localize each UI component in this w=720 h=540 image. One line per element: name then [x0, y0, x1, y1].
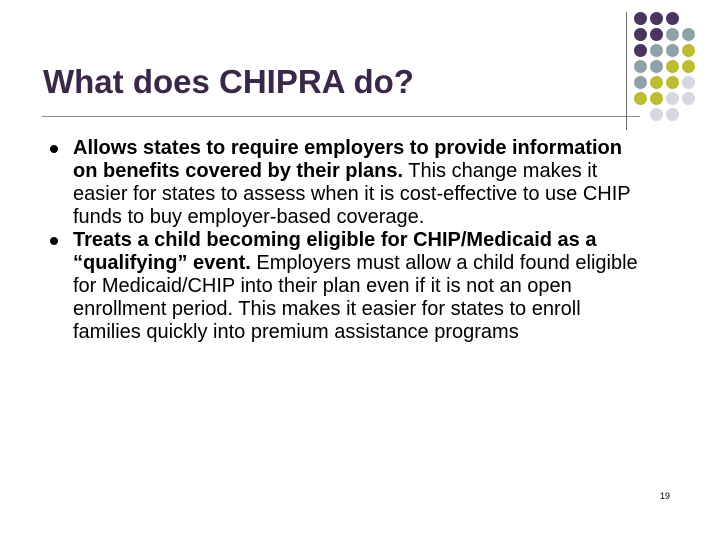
- bullet-dot-icon: [50, 145, 58, 153]
- decorative-dot: [650, 28, 663, 41]
- bullet-item-employer-benefits-info: [50, 137, 650, 229]
- decorative-dot: [634, 108, 647, 121]
- decorative-dot: [682, 44, 695, 57]
- decorative-dot: [634, 92, 647, 105]
- decorative-dot-grid: [633, 11, 697, 123]
- bullet-heading: Treats a child becoming eligible for CHIP/Medicaid as a “qualifying” event.: [73, 229, 597, 274]
- decorative-dot: [666, 92, 679, 105]
- decorative-dot: [666, 60, 679, 73]
- decorative-dot: [682, 12, 695, 25]
- decorative-dot: [634, 76, 647, 89]
- decorative-dot: [666, 12, 679, 25]
- decorative-dot: [650, 44, 663, 57]
- decorative-dot: [666, 108, 679, 121]
- title-underline: [42, 116, 640, 117]
- decorative-dot: [682, 28, 695, 41]
- decorative-dot: [650, 12, 663, 25]
- decorative-dot: [634, 44, 647, 57]
- decorative-dot: [650, 60, 663, 73]
- bullet-body: This change makes it easier for states to assess when it is cost-effective to use CHIP funds to buy employer-based coverage.: [73, 160, 631, 228]
- decorative-dot: [666, 44, 679, 57]
- bullet-list: [50, 137, 650, 344]
- decorative-dot: [634, 28, 647, 41]
- bullet-heading: Allows states to require employers to provide information on benefits covered by their plans.: [73, 137, 622, 182]
- decorative-dot: [650, 92, 663, 105]
- decorative-dot: [666, 76, 679, 89]
- slide-title: What does CHIPRA do?: [43, 63, 414, 100]
- decorative-dot: [666, 28, 679, 41]
- page-number: 19: [660, 491, 671, 501]
- decorative-dot: [682, 76, 695, 89]
- decorative-dot: [650, 108, 663, 121]
- bullet-item-qualifying-event: [50, 229, 650, 344]
- decorative-dot: [634, 60, 647, 73]
- decorative-dot: [682, 92, 695, 105]
- decorative-dot: [682, 60, 695, 73]
- bullet-dot-icon: [50, 237, 58, 245]
- bullet-body: Employers must allow a child found eligible for Medicaid/CHIP into their plan even if it is not an open enrollment period. This makes it easier for states to enroll families quickly into premium assistance programs: [73, 252, 638, 343]
- decorative-dot: [650, 76, 663, 89]
- decorative-dot: [682, 108, 695, 121]
- decorative-dot: [634, 12, 647, 25]
- decorative-vertical-rule: [626, 12, 627, 130]
